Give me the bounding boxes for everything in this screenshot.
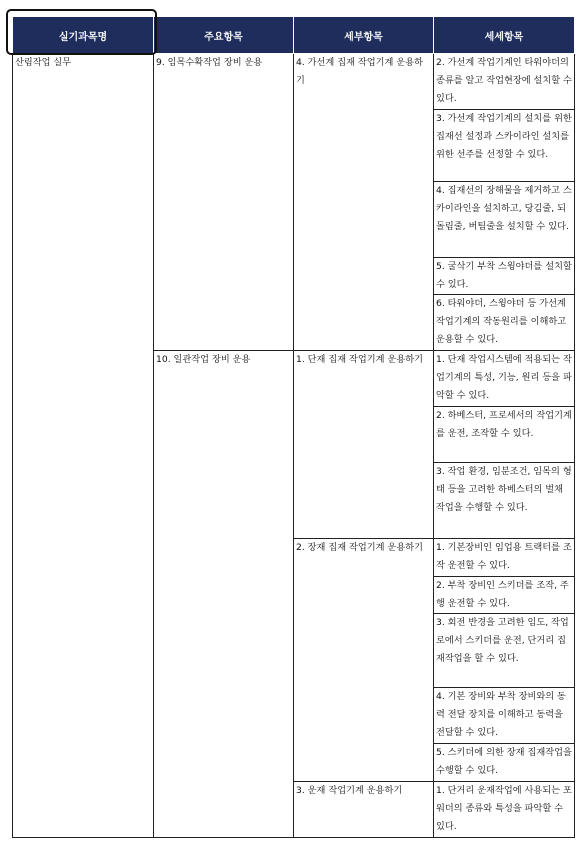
sub-item-cell: 2. 장재 집재 작업기계 운용하기: [294, 539, 434, 782]
sub-item-cell: 4. 가선계 집재 작업기계 운용하기: [294, 54, 434, 351]
table-row: [13, 54, 575, 110]
detail-cell: 3. 가선계 작업기계의 설치를 위한 집재선 설정과 스카이라인 설치를 위한 선주를 선정할 수 있다.: [434, 110, 575, 182]
detail-cell: 6. 타워야더, 스윙야더 등 가선계 작업기계의 작동원리를 이해하고 운용할 수 있다.: [434, 295, 575, 351]
detail-cell: 1. 단거리 운재작업에 사용되는 포워더의 종류와 특성을 파악할 수 있다.: [434, 782, 575, 838]
detail-cell: 3. 작업 환경, 임분조건, 임목의 형태 등을 고려한 하베스터의 벌채 작업을 수행할 수 있다.: [434, 463, 575, 539]
detail-cell: 1. 기본장비인 임업용 트랙터를 조작 운전할 수 있다.: [434, 539, 575, 577]
sub-item-cell: 3. 운재 작업기계 운용하기: [294, 782, 434, 838]
main-item-cell: 10. 일관작업 장비 운용: [154, 351, 294, 838]
detail-cell: 5. 굴삭기 부착 스윙야더를 설치할 수 있다.: [434, 258, 575, 295]
detail-cell: 4. 기본 장비와 부착 장비와의 동력 전달 장치를 이해하고 동력을 전달할 수 있다.: [434, 688, 575, 744]
header-main-item[interactable]: 주요항목: [154, 17, 294, 54]
header-subject[interactable]: 실기과목명: [13, 17, 154, 54]
header-sub-item[interactable]: 세부항목: [294, 17, 434, 54]
detail-cell: 5. 스키더에 의한 장재 집재작업을 수행할 수 있다.: [434, 744, 575, 782]
detail-cell: 4. 집재선의 장해물을 제거하고 스카이라인을 설치하고, 당김줄, 되돌림줄, 버팀줄을 설치할 수 있다.: [434, 182, 575, 258]
main-item-cell: 9. 임목수확작업 장비 운용: [154, 54, 294, 351]
detail-cell: 3. 회전 반경을 고려한 임도, 작업로에서 스키더를 운전, 단거리 집재작업을 할 수 있다.: [434, 614, 575, 688]
detail-cell: 2. 가선계 작업기계인 타워야더의 종류를 알고 작업현장에 설치할 수 있다.: [434, 54, 575, 110]
sub-item-cell: 1. 단재 집재 작업기계 운용하기: [294, 351, 434, 539]
header-row: [13, 17, 575, 54]
exam-criteria-table: [12, 16, 575, 838]
detail-cell: 2. 하베스터, 프로세서의 작업기계를 운전, 조작할 수 있다.: [434, 407, 575, 463]
detail-cell: 1. 단재 작업시스템에 적용되는 작업기계의 특성, 기능, 원리 등을 파악할 수 있다.: [434, 351, 575, 407]
exam-criteria-table-wrapper: [12, 16, 574, 838]
detail-cell: 2. 부착 장비인 스키더를 조작, 주행 운전할 수 있다.: [434, 577, 575, 614]
header-detail-item[interactable]: 세세항목: [434, 17, 575, 54]
subject-cell: 산림작업 실무: [13, 54, 154, 838]
